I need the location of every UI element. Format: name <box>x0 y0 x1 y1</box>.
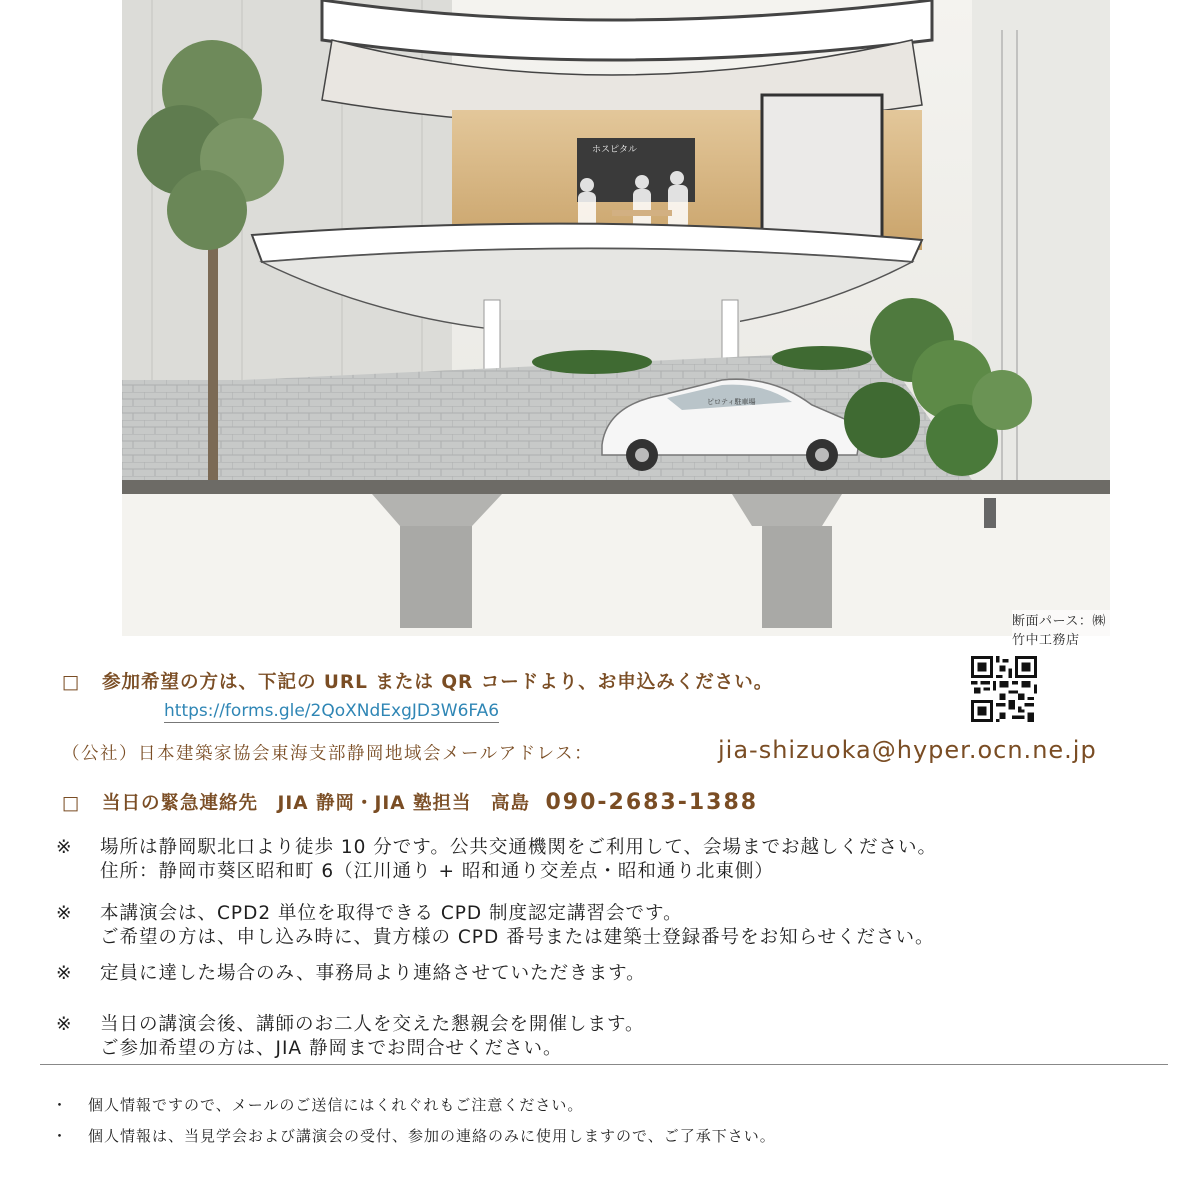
note-line: 当日の講演会後、講師のお二人を交えた懇親会を開催します。 <box>100 1014 645 1035</box>
note-mark: ※ <box>56 1014 73 1035</box>
section-drawing <box>122 0 1110 648</box>
privacy-note <box>52 1094 583 1115</box>
apply-instruction <box>62 668 773 694</box>
note-line: 本講演会は、CPD2 単位を取得できる CPD 制度認定講習会です。 <box>100 903 683 924</box>
emergency-phone[interactable]: 090-2683-1388 <box>545 790 759 815</box>
note-cpd <box>56 902 935 950</box>
bullet: ・ <box>52 1096 69 1114</box>
note-reception <box>56 1013 645 1061</box>
apply-text: 参加希望の方は、下記の URL または QR コードより、お申込みください。 <box>101 672 774 693</box>
emergency-contact-text: 当日の緊急連絡先 JIA 静岡・JIA 塾担当 高島 <box>101 793 530 814</box>
note-mark: ※ <box>56 903 73 924</box>
note-line: 場所は静岡駅北口より徒歩 10 分です。公共交通機関をご利用して、会場までお越しください。 <box>100 837 937 858</box>
note-mark: ※ <box>56 837 73 858</box>
privacy-note-text: 個人情報は、当見学会および講演会の受付、参加の連絡のみに使用しますので、ご了承下さい。 <box>88 1127 776 1145</box>
note-line: ご希望の方は、申し込み時に、貴方様の CPD 番号または建築士登録番号をお知らせください。 <box>100 927 935 948</box>
note-line: 定員に達した場合のみ、事務局より連絡させていただきます。 <box>100 963 646 984</box>
checkbox-square-icon: □ <box>62 793 81 814</box>
room-sign: ホスピタル <box>592 145 638 155</box>
privacy-note <box>52 1125 776 1146</box>
note-line: 住所：静岡市葵区昭和町 6（江川通り + 昭和通り交差点・昭和通り北東側） <box>100 861 774 882</box>
privacy-note-text: 個人情報ですので、メールのご送信にはくれぐれもご注意ください。 <box>88 1096 584 1114</box>
note-line: ご参加希望の方は、JIA 静岡までお問合せください。 <box>100 1038 563 1059</box>
drawing-credit: 断面パース：㈱竹中工務店 <box>1012 610 1110 648</box>
org-email-address[interactable]: jia-shizuoka@hyper.ocn.ne.jp <box>718 736 1097 764</box>
note-capacity <box>56 962 646 986</box>
qr-code-icon[interactable] <box>971 656 1037 722</box>
org-email-label: （公社）日本建築家協会東海支部静岡地域会メールアドレス： <box>62 744 594 764</box>
divider <box>40 1064 1168 1065</box>
section-perspective-illustration <box>122 0 1110 636</box>
car-tag: ピロティ駐車場 <box>707 398 756 406</box>
application-form-link[interactable]: https://forms.gle/2QoXNdExgJD3W6FA6 <box>164 701 500 721</box>
note-access <box>56 836 937 884</box>
bullet: ・ <box>52 1127 69 1145</box>
emergency-contact <box>62 789 758 815</box>
note-mark: ※ <box>56 963 73 984</box>
checkbox-square-icon: □ <box>62 672 81 693</box>
